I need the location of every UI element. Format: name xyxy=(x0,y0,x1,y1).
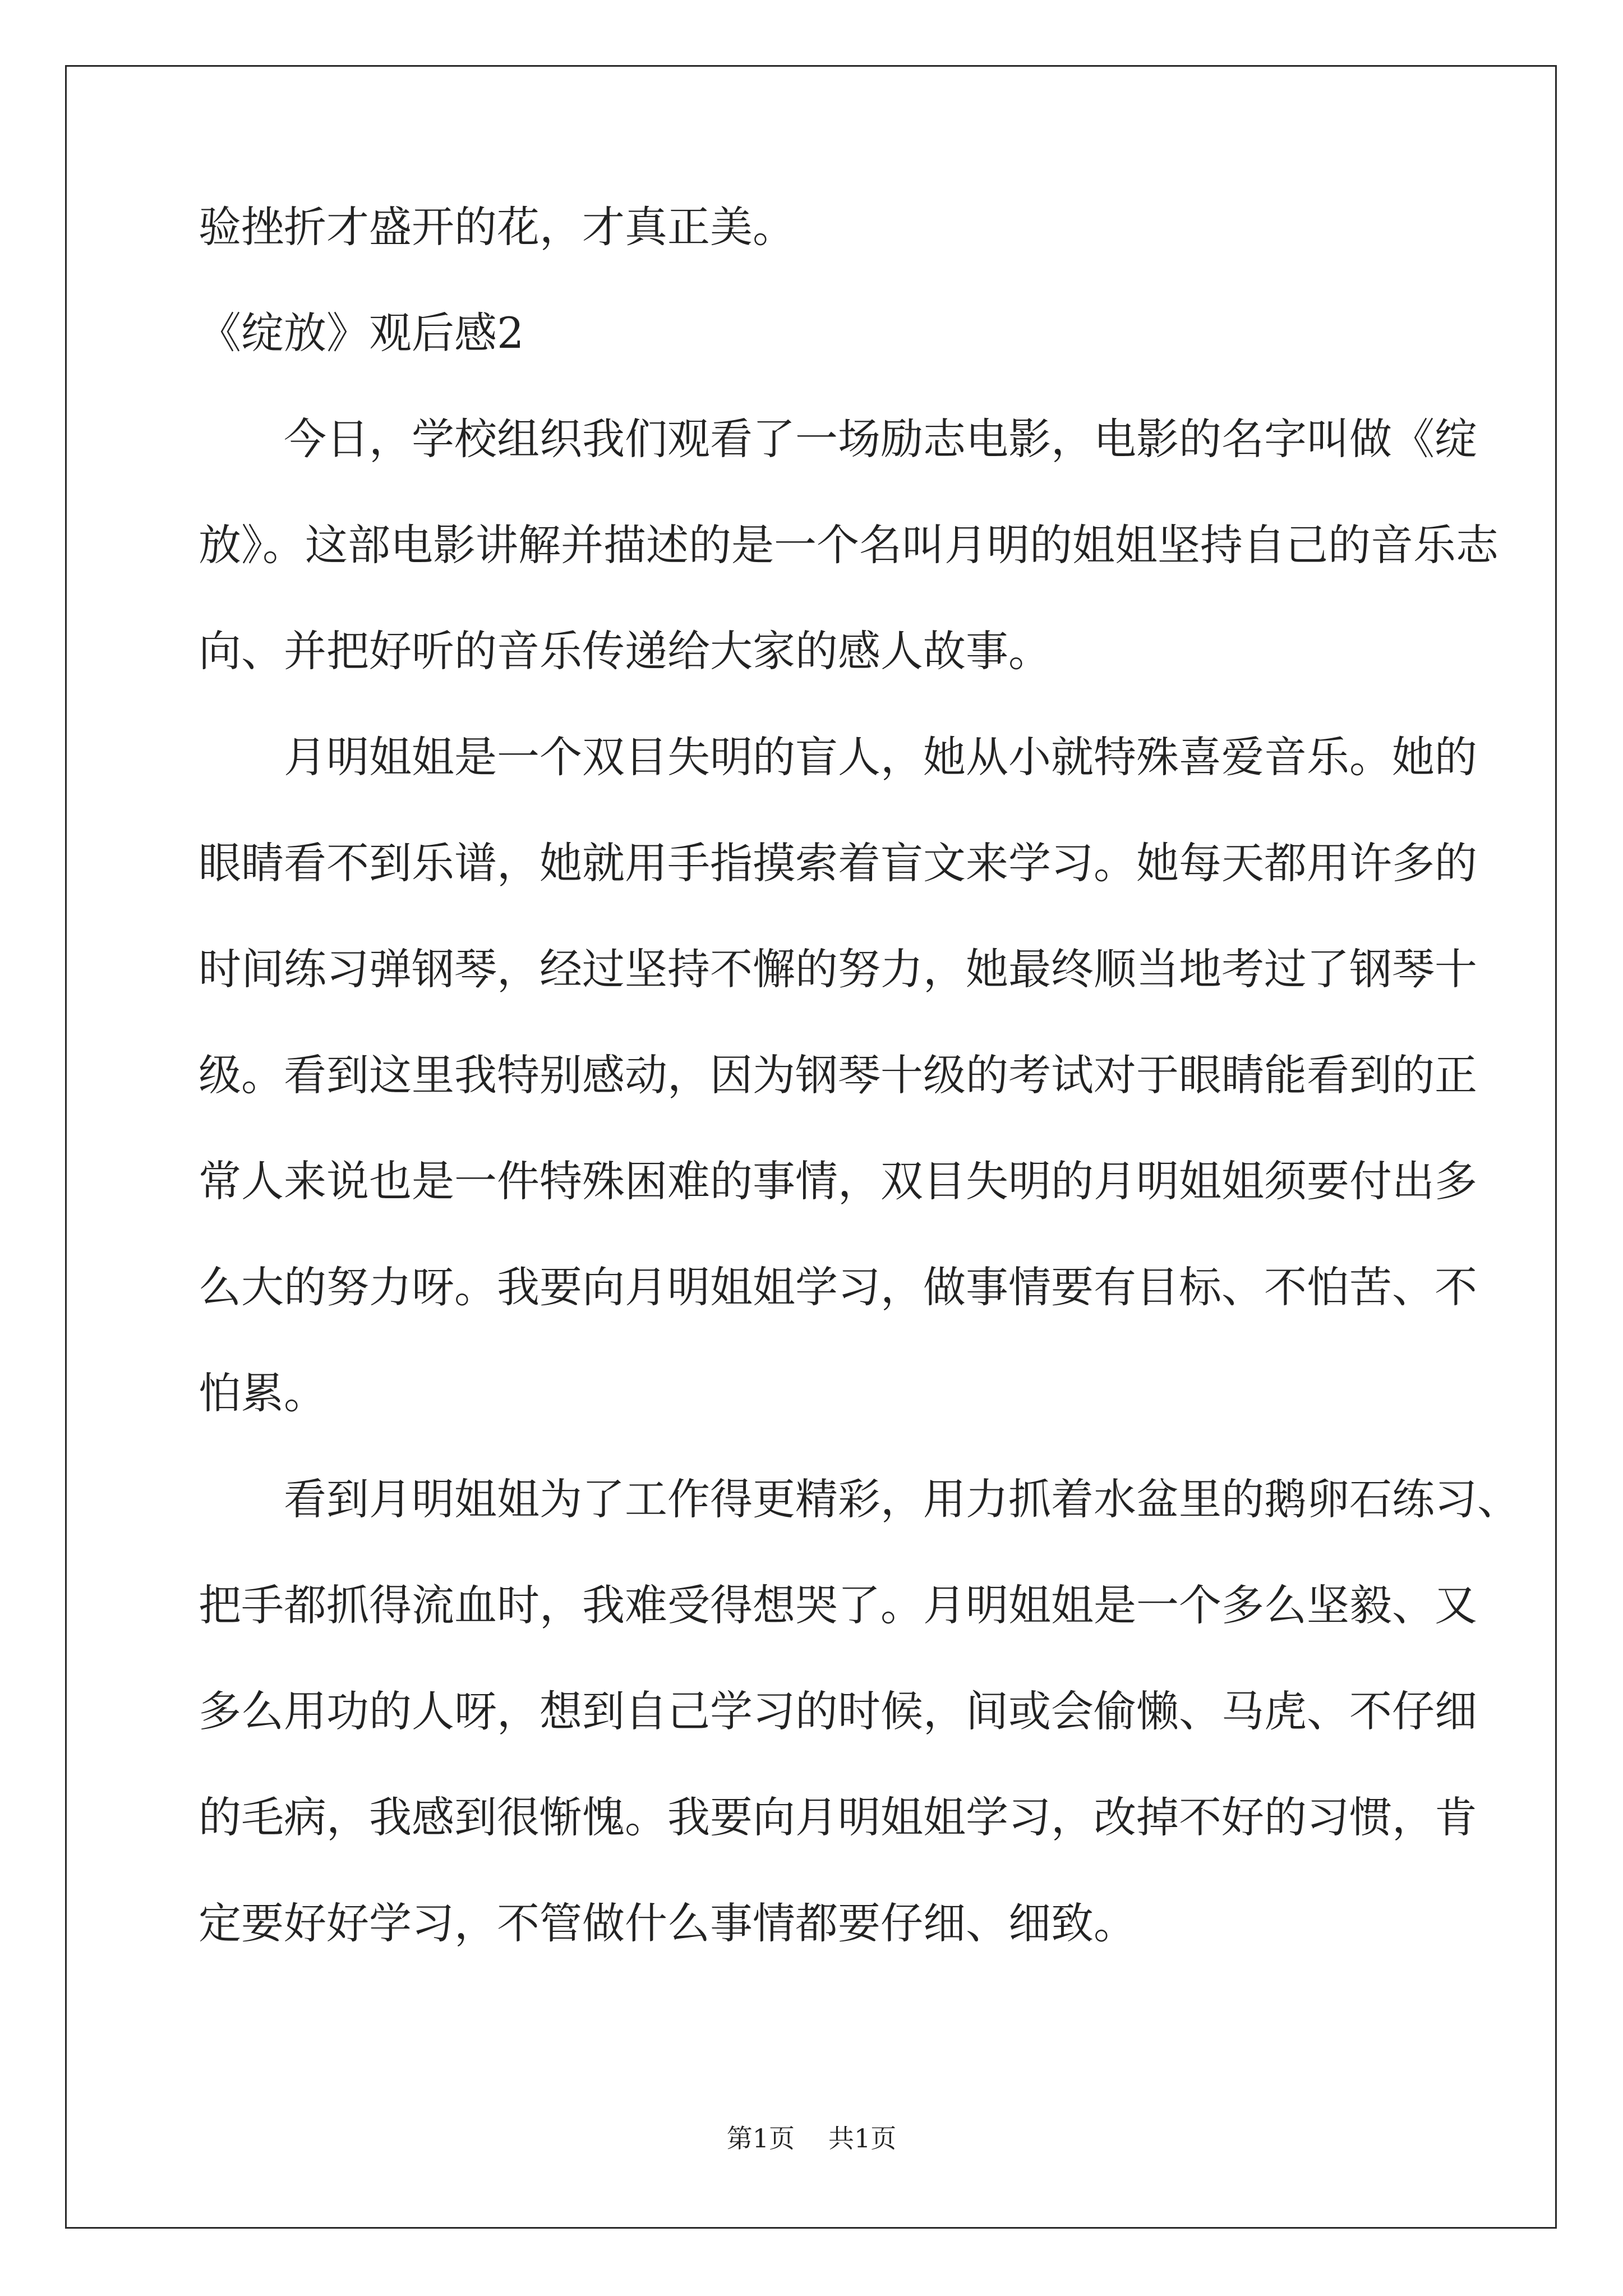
page-footer xyxy=(0,2122,1623,2155)
paragraph-1-line-3: 向、并把好听的音乐传递给大家的感人故事。 xyxy=(199,626,1051,676)
paragraph-1-line-1: 今日，学校组织我们观看了一场励志电影，电影的名字叫做《绽 xyxy=(284,414,1477,464)
paragraph-2-line-6: 么大的努力呀。我要向月明姐姐学习，做事情要有目标、不怕苦、不 xyxy=(199,1262,1477,1312)
section-heading: 《绽放》观后感2 xyxy=(199,308,524,358)
page-number-current: 第1页 xyxy=(726,2123,795,2154)
paragraph-3-line-4: 的毛病，我感到很惭愧。我要向月明姐姐学习，改掉不好的习惯，肯 xyxy=(199,1792,1477,1842)
paragraph-3-line-3: 多么用功的人呀，想到自己学习的时候，间或会偷懒、马虎、不仔细 xyxy=(199,1686,1477,1736)
paragraph-2-line-7: 怕累。 xyxy=(199,1368,326,1418)
paragraph-continuation-line: 验挫折才盛开的花，才真正美。 xyxy=(199,202,795,252)
paragraph-2-line-5: 常人来说也是一件特殊困难的事情，双目失明的月明姐姐须要付出多 xyxy=(199,1156,1477,1206)
paragraph-3-line-1: 看到月明姐姐为了工作得更精彩，用力抓着水盆里的鹅卵石练习、 xyxy=(284,1474,1520,1524)
page-number-total: 共1页 xyxy=(828,2123,897,2154)
paragraph-2-line-3: 时间练习弹钢琴，经过坚持不懈的努力，她最终顺当地考过了钢琴十 xyxy=(199,944,1477,994)
paragraph-3-line-5: 定要好好学习，不管做什么事情都要仔细、细致。 xyxy=(199,1898,1136,1948)
paragraph-3-line-2: 把手都抓得流血时，我难受得想哭了。月明姐姐是一个多么坚毅、又 xyxy=(199,1580,1477,1630)
paragraph-2-line-4: 级。看到这里我特别感动，因为钢琴十级的考试对于眼睛能看到的正 xyxy=(199,1050,1477,1100)
paragraph-2-line-1: 月明姐姐是一个双目失明的盲人，她从小就特殊喜爱音乐。她的 xyxy=(284,732,1477,782)
paragraph-2-line-2: 眼睛看不到乐谱，她就用手指摸索着盲文来学习。她每天都用许多的 xyxy=(199,838,1477,888)
paragraph-1-line-2: 放》。这部电影讲解并描述的是一个名叫月明的姐姐坚持自己的音乐志 xyxy=(199,520,1498,570)
